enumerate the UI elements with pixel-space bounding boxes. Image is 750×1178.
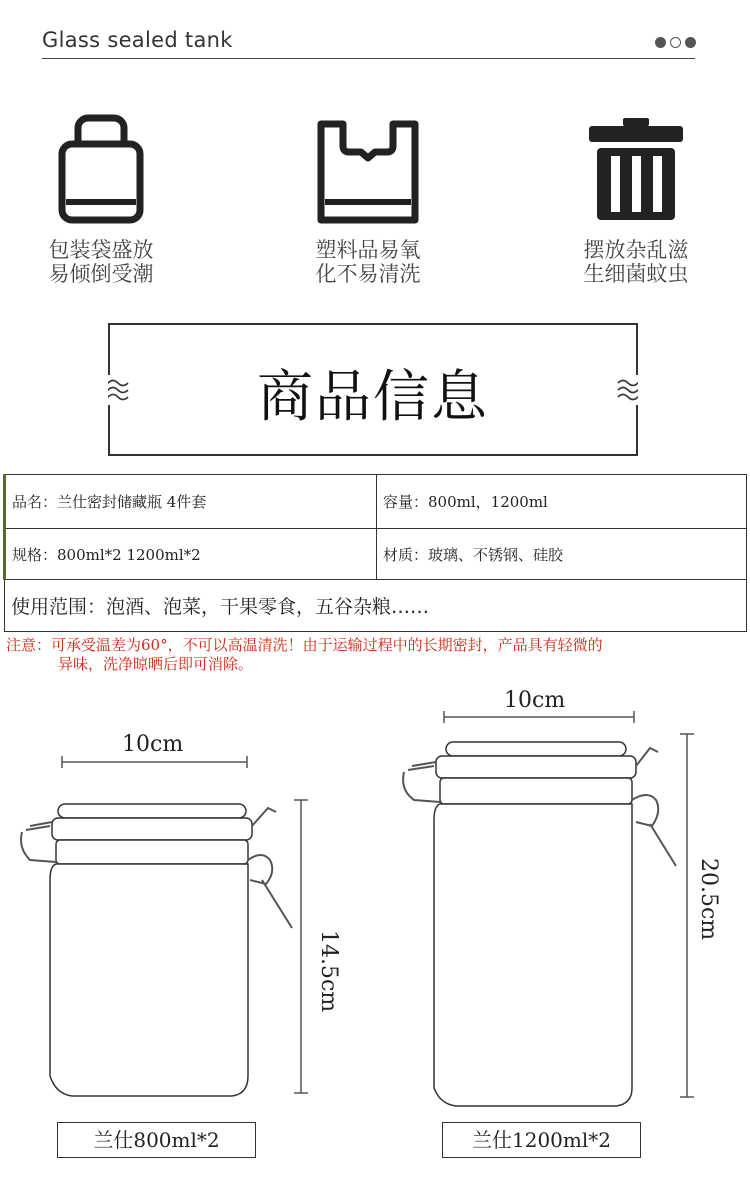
problem-caption-line: 化不易清洗	[315, 262, 421, 286]
large-jar-caption: 兰仕1200ml*2	[442, 1122, 641, 1158]
small-jar-caption: 兰仕800ml*2	[57, 1122, 256, 1158]
small-jar-height: 14.5cm	[316, 930, 341, 1013]
large-jar-icon	[434, 742, 636, 1106]
spec-capacity: 容量：800ml，1200ml	[377, 475, 747, 529]
problem-caption-line: 包装袋盛放	[48, 238, 154, 262]
problem-caption-line: 塑料品易氧	[315, 238, 421, 262]
notice-line: 异味，洗净晾晒后即可消除。	[58, 655, 254, 673]
section-title: 商品信息	[257, 365, 489, 430]
small-jar-icon	[50, 804, 252, 1096]
problem-caption-line: 摆放杂乱滋	[583, 238, 689, 262]
large-jar-width: 10cm	[504, 688, 566, 713]
spec-material: 材质：玻璃、不锈钢、硅胶	[377, 529, 747, 580]
large-jar-height: 20.5cm	[696, 858, 721, 941]
spec-name: 品名：兰仕密封储藏瓶 4件套	[5, 475, 377, 529]
problem-caption-line: 易倾倒受潮	[48, 262, 154, 286]
notice-line: 注意：可承受温差为60°，不可以高温清洗！由于运输过程中的长期密封，产品具有轻微的	[6, 636, 603, 654]
problem-caption-line: 生细菌蚊虫	[583, 262, 689, 286]
small-jar-width: 10cm	[122, 732, 184, 757]
spec-size: 规格：800ml*2 1200ml*2	[5, 529, 377, 580]
spec-usage: 使用范围：泡酒、泡菜，干果零食，五谷杂粮……	[5, 580, 747, 632]
page-header-title: Glass sealed tank	[42, 28, 233, 52]
